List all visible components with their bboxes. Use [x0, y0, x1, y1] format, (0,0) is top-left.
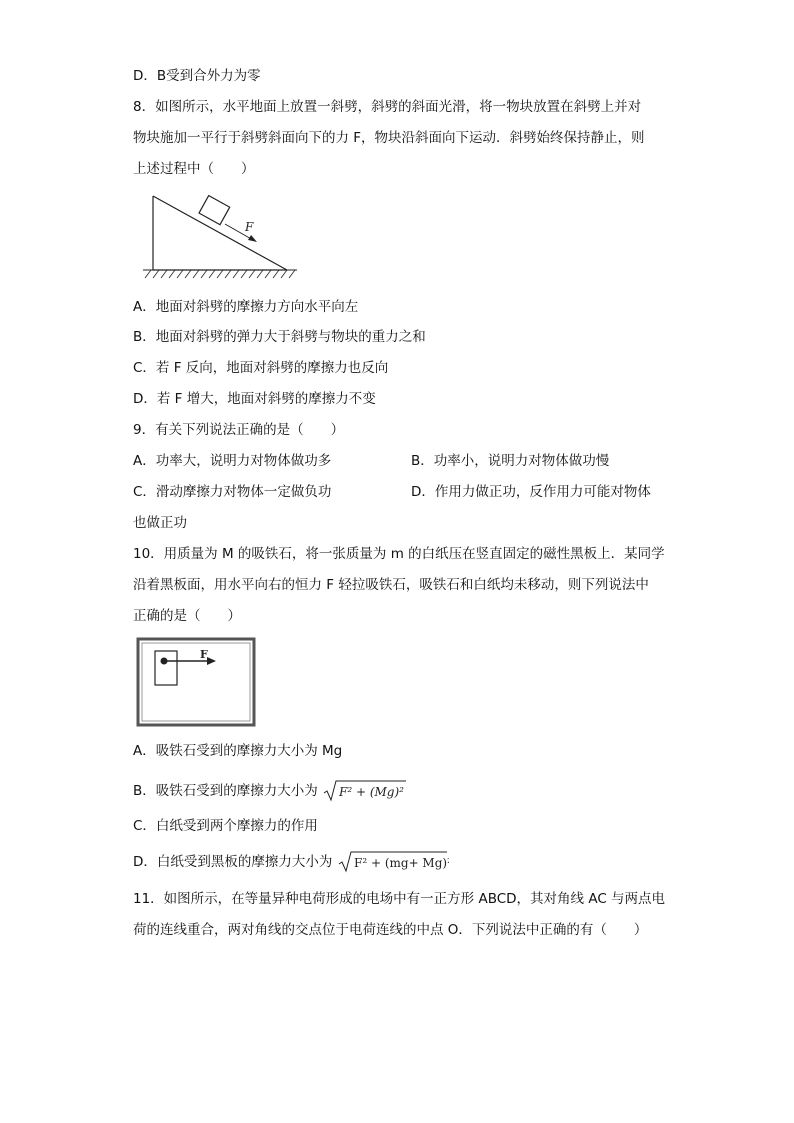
q9-option-a: A．功率大，说明力对物体做功多: [133, 453, 332, 469]
wedge-figure: [135, 190, 305, 290]
q10-stem-line2: 沿着黑板面，用水平向右的恒力 F 轻拉吸铁石，吸铁石和白纸均未移动，则下列说法中: [133, 577, 649, 593]
q8-option-c: C．若 F 反向，地面对斜劈的摩擦力也反向: [133, 360, 389, 376]
q11-stem-line2: 荷的连线重合，两对角线的交点位于电荷连线的中点 O．下列说法中正确的有（ ）: [133, 922, 648, 938]
magnet: [161, 658, 168, 665]
q9-option-d: D．作用力做正功，反作用力可能对物体: [411, 484, 651, 500]
formula-d-text: F² + (mg+ Mg)²: [353, 856, 449, 870]
sqrt-formula-b: [322, 779, 408, 803]
q10-stem-line1: 10．用质量为 M 的吸铁石，将一张质量为 m 的白纸压在竖直固定的磁性黑板上．某同学: [133, 546, 665, 562]
block: [199, 196, 230, 225]
q10-option-c: C．白纸受到两个摩擦力的作用: [133, 818, 318, 834]
white-paper: [155, 651, 177, 685]
blackboard-figure: [136, 637, 256, 727]
q8-stem-line2: 物块施加一平行于斜劈斜面向下的力 F，物块沿斜面向下运动．斜劈始终保持静止，则: [133, 130, 645, 146]
q8-stem-line3: 上述过程中（ ）: [133, 161, 255, 177]
q10-option-b-text: B．吸铁石受到的摩擦力大小为: [133, 783, 318, 799]
q10-option-d-text: D．白纸受到黑板的摩擦力大小为: [133, 854, 333, 870]
q10-option-d: [133, 850, 449, 874]
formula-b-text: F² + (Mg)²: [339, 785, 405, 799]
q8-stem-line1: 8．如图所示，水平地面上放置一斜劈，斜劈的斜面光滑，将一物块放置在斜劈上并对: [133, 99, 642, 115]
q8-option-b: B．地面对斜劈的弹力大于斜劈与物块的重力之和: [133, 329, 426, 345]
q9-option-b: B．功率小，说明力对物体做功慢: [411, 453, 610, 469]
sqrt-formula-d: [337, 850, 449, 874]
q9-option-c: C．滑动摩擦力对物体一定做负功: [133, 484, 332, 500]
q8-option-d: D．若 F 增大，地面对斜劈的摩擦力不变: [133, 391, 376, 407]
q9-option-d-cont: 也做正功: [133, 515, 187, 531]
q11-stem-line1: 11．如图所示，在等量异种电荷形成的电场中有一正方形 ABCD，其对角线 AC 与两点电: [133, 891, 666, 907]
q10-option-a: A．吸铁石受到的摩擦力大小为 Mg: [133, 743, 343, 759]
q7-option-d: D．B受到合外力为零: [133, 68, 261, 84]
q10-stem-line3: 正确的是（ ）: [133, 608, 241, 624]
wedge-force-label: F: [245, 220, 254, 234]
board-force-label: F: [200, 648, 208, 661]
q9-stem: 9．有关下列说法正确的是（ ）: [133, 422, 345, 438]
q10-option-b: [133, 779, 408, 803]
q8-option-a: A．地面对斜劈的摩擦力方向水平向左: [133, 299, 359, 315]
